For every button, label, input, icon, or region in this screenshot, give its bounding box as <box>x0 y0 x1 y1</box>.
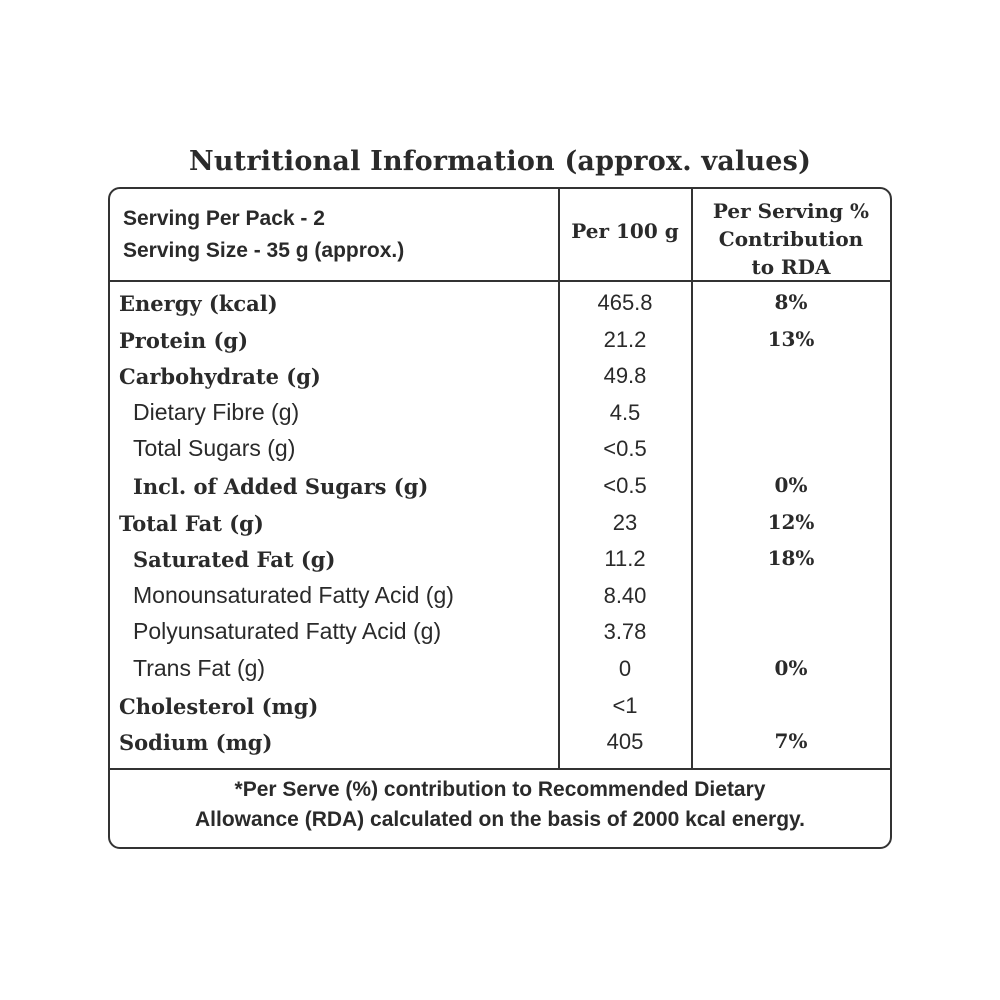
nutrient-name: Saturated Fat (g) <box>133 547 336 573</box>
rda-header-line: Per Serving % <box>712 199 870 223</box>
footnote-line: *Per Serve (%) contribution to Recommended Dietary <box>234 778 766 801</box>
table-row <box>110 358 890 395</box>
nutrient-name: Total Sugars (g) <box>133 435 296 462</box>
per-100g-value: 8.40 <box>603 582 647 608</box>
per-100g-value: 0 <box>618 655 632 681</box>
per-100g-value: <1 <box>612 692 638 718</box>
per-100g-value: 23 <box>612 509 638 535</box>
nutrient-name: Incl. of Added Sugars (g) <box>133 473 429 499</box>
table-row <box>110 651 890 688</box>
nutrition-table <box>108 187 892 849</box>
table-row <box>110 322 890 359</box>
table-row <box>110 285 890 322</box>
per-100g-value: 21.2 <box>603 326 647 352</box>
nutrient-name: Sodium (mg) <box>119 730 273 756</box>
nutrient-name: Carbohydrate (g) <box>119 364 321 390</box>
rda-value: 7% <box>774 729 808 754</box>
rda-value: 18% <box>767 546 815 571</box>
table-row <box>110 395 890 432</box>
rda-value: 12% <box>767 509 815 534</box>
nutrient-name: Protein (g) <box>119 327 249 353</box>
per-100g-value: 11.2 <box>604 546 646 572</box>
nutrient-name: Cholesterol (mg) <box>119 693 319 719</box>
rda-header-line: Contribution <box>718 227 864 251</box>
per-100g-header: Per 100 g <box>571 219 679 243</box>
rda-header-line: to RDA <box>751 255 831 279</box>
rda-value: 0% <box>774 472 808 497</box>
per-100g-value: 405 <box>606 729 644 755</box>
nutrient-name: Dietary Fibre (g) <box>133 398 300 425</box>
rda-value: 13% <box>767 326 815 351</box>
table-row <box>110 468 890 505</box>
table-row <box>110 614 890 651</box>
nutrient-name: Polyunsaturated Fatty Acid (g) <box>133 618 442 645</box>
nutrient-name: Monounsaturated Fatty Acid (g) <box>133 581 454 608</box>
table-row <box>110 578 890 615</box>
nutrient-name: Total Fat (g) <box>119 510 264 536</box>
serving-per-pack: Serving Per Pack - 2 <box>123 207 325 230</box>
serving-info <box>123 203 404 267</box>
per-100g-value: 49.8 <box>603 363 647 389</box>
page-title: Nutritional Information (approx. values) <box>188 146 812 177</box>
table-row <box>110 724 890 761</box>
rda-footnote <box>110 775 890 835</box>
per-100g-value: 4.5 <box>609 399 641 425</box>
per-100g-value: <0.5 <box>603 436 647 462</box>
rda-header <box>692 197 890 281</box>
per-100g-value: 3.78 <box>603 619 647 645</box>
rda-value: 8% <box>774 290 808 314</box>
footer-divider <box>110 768 890 770</box>
per-100g-value: <0.5 <box>603 472 647 498</box>
nutrient-name: Trans Fat (g) <box>133 654 266 681</box>
nutrient-name: Energy (kcal) <box>119 291 278 316</box>
serving-size: Serving Size - 35 g (approx.) <box>123 239 405 262</box>
per-100g-value: 465.8 <box>597 290 653 315</box>
rda-value: 0% <box>774 655 808 680</box>
table-row <box>110 431 890 468</box>
footnote-line: Allowance (RDA) calculated on the basis of 2000 kcal energy. <box>195 808 805 831</box>
table-row <box>110 541 890 578</box>
table-row <box>110 505 890 542</box>
nutrient-rows <box>110 285 890 761</box>
table-row <box>110 688 890 725</box>
